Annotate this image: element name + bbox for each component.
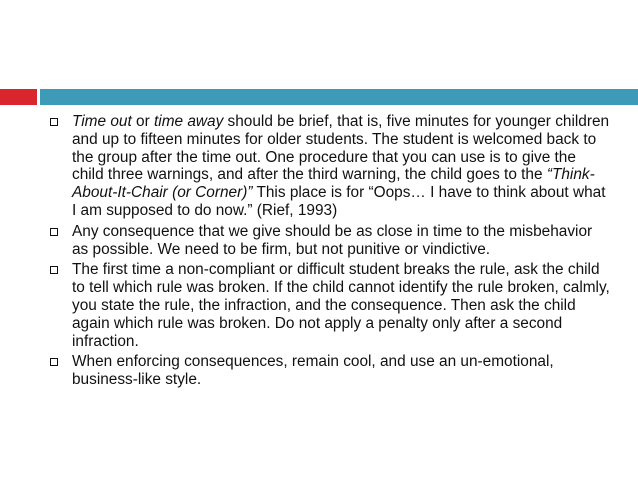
text-segment: This place is for “Oops… I have to think about what I am supposed to do now.” (Rief, 1993) (72, 184, 606, 219)
bullet-item-first-time (46, 261, 611, 350)
italic-term-think-chair: “Think-About-It-Chair (or Corner)” (72, 166, 595, 202)
accent-bar-red (0, 89, 37, 105)
accent-bar-teal (40, 89, 638, 105)
text-segment: or (131, 113, 154, 130)
text-segment: should be brief, that is, five minutes for younger children and up to fifteen minutes for older students. The student is welcomed back to the group after the time out. One procedure that you can use is to give the child three warnings, and after the third warning, the child goes to the (72, 113, 610, 184)
hollow-square-icon (50, 118, 58, 126)
bullet-list (46, 113, 611, 392)
hollow-square-icon (50, 228, 58, 236)
italic-term-time-out: Time out (72, 113, 132, 130)
hollow-square-icon (50, 266, 58, 274)
bullet-text: Any consequence that we give should be as close in time to the misbehavior as possible. We need to be firm, but not punitive or vindictive. (72, 222, 593, 258)
italic-term-time-away: time away (154, 113, 224, 130)
bullet-item-consequence-timing (46, 223, 611, 259)
bullet-item-time-out (46, 113, 611, 220)
bullet-text: When enforcing consequences, remain cool, and use an un-emotional, business-like style. (72, 353, 554, 389)
bullet-item-remain-cool (46, 353, 611, 389)
bullet-text: The first time a non-compliant or difficult student breaks the rule, ask the child to tell which rule was broken. If the child cannot identify the rule broken, calmly, you state the rule, the infraction, and the consequence. Then ask the child again which rule was broken. Do not apply a penalty only after a second infraction. (72, 261, 610, 350)
bullet-text (72, 113, 609, 219)
hollow-square-icon (50, 358, 58, 366)
